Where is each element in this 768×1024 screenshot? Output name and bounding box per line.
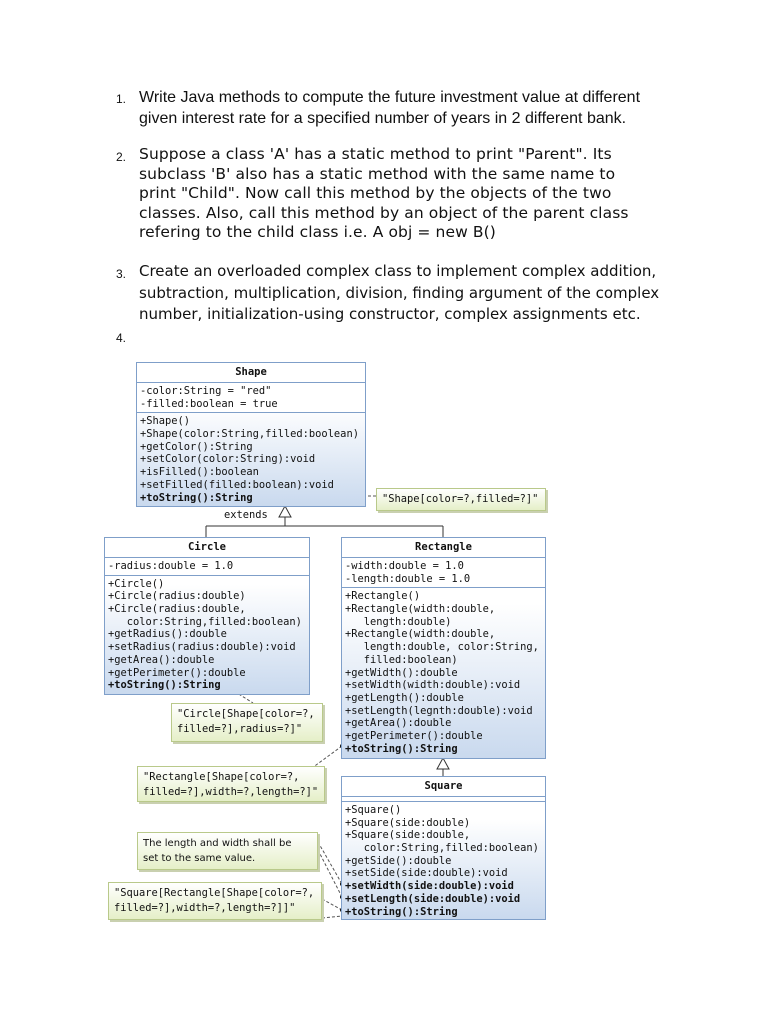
method: +Rectangle(width:double,	[345, 628, 496, 641]
method: filled:boolean)	[345, 653, 458, 666]
method: +setColor(color:String):void	[140, 453, 316, 466]
method: +toString():String	[345, 905, 458, 918]
method: +getPerimeter():double	[108, 666, 246, 679]
method: length:double)	[345, 615, 452, 628]
text-line: given interest rate for a specified number of years in 2 different bank.	[139, 110, 627, 127]
rectangle-class	[341, 537, 546, 759]
note-line: "Circle[Shape[color=?,	[177, 708, 315, 720]
method: +getPerimeter():double	[345, 729, 483, 742]
circle-class	[104, 537, 310, 695]
method: color:String,filled:boolean)	[345, 842, 539, 855]
shape-tostring-note	[376, 488, 546, 511]
attribute: -length:double = 1.0	[345, 572, 471, 585]
text-line: subtraction, multiplication, division, finding argument of the complex	[139, 283, 660, 302]
method: +setLength(side:double):void	[345, 892, 521, 905]
method: +setFilled(filled:boolean):void	[140, 478, 334, 491]
class-methods	[137, 413, 365, 506]
note-line: The length and width shall be	[143, 838, 292, 849]
square-tostring-note	[108, 882, 322, 920]
text-line: subclass 'B' also has a static method with the same name to	[139, 164, 616, 183]
class-title: Square	[342, 777, 545, 797]
extends-label: extends	[224, 509, 268, 521]
question-number: 3.	[116, 267, 127, 281]
question-number: 1.	[116, 92, 127, 106]
attribute: -filled:boolean = true	[140, 397, 278, 410]
method: +Circle()	[108, 577, 165, 590]
method: +setWidth(side:double):void	[345, 880, 514, 893]
class-attributes	[105, 558, 309, 576]
method: +getArea():double	[345, 717, 452, 730]
text-line: Suppose a class 'A' has a static method to print "Parent". Its	[139, 145, 612, 163]
method: +Circle(radius:double,	[108, 603, 246, 616]
class-methods	[342, 588, 545, 757]
note-line: "Shape[color=?,filled=?]"	[382, 493, 539, 505]
text-line: Write Java methods to compute the future investment value at different	[139, 89, 641, 106]
inheritance-arrow	[437, 758, 449, 769]
class-title: Shape	[137, 363, 365, 383]
method: +setLength(legnth:double):void	[345, 704, 533, 717]
method: +setWidth(width:double):void	[345, 679, 521, 692]
text-line: print "Child". Now call this method by the objects of the two	[139, 184, 612, 202]
method: +Square(side:double)	[345, 816, 471, 829]
rectangle-tostring-note	[137, 766, 325, 802]
method: +Shape()	[140, 415, 191, 428]
class-methods	[105, 576, 309, 694]
question-number: 4.	[116, 331, 127, 345]
text-line: Create an overloaded complex class to implement complex addition,	[139, 262, 657, 280]
method: color:String,filled:boolean)	[108, 615, 302, 628]
method: +toString():String	[140, 491, 253, 504]
method: +Shape(color:String,filled:boolean)	[140, 428, 359, 441]
shape-class	[136, 362, 366, 507]
note-line: set to the same value.	[143, 853, 256, 864]
note-line: "Square[Rectangle[Shape[color=?,	[114, 887, 315, 899]
text-line: classes. Also, call this method by an object of the parent class	[139, 203, 629, 222]
circle-tostring-note	[171, 703, 323, 742]
square-rule-note	[137, 832, 318, 870]
note-line: filled=?],radius=?]"	[177, 723, 303, 735]
method: +isFilled():boolean	[140, 466, 259, 479]
note-line: filled=?],width=?,length=?]]"	[114, 902, 296, 914]
class-attributes	[137, 383, 365, 413]
class-title: Circle	[105, 538, 309, 558]
method: length:double, color:String,	[345, 641, 539, 654]
method: +Rectangle(width:double,	[345, 603, 496, 616]
attribute: -color:String = "red"	[140, 385, 272, 397]
method: +setRadius(radius:double):void	[108, 641, 296, 654]
method: +getSide():double	[345, 854, 452, 867]
method: +setSide(side:double):void	[345, 867, 508, 880]
note-line: "Rectangle[Shape[color=?,	[143, 771, 300, 783]
question-number: 2.	[116, 150, 127, 164]
method: +getRadius():double	[108, 628, 227, 641]
text-line: number, initialization-using constructor, complex assignments etc.	[139, 305, 641, 323]
method: +getWidth():double	[345, 666, 458, 679]
method: +Square()	[345, 804, 402, 816]
class-title: Rectangle	[342, 538, 545, 558]
attribute: -radius:double = 1.0	[108, 560, 234, 572]
text-line: refering to the child class i.e. A obj = new B()	[139, 223, 496, 241]
inheritance-arrow	[279, 506, 291, 517]
class-attributes	[342, 558, 545, 588]
method: +Rectangle()	[345, 590, 421, 603]
class-methods	[342, 802, 545, 920]
note-line: filled=?],width=?,length=?]"	[143, 786, 319, 798]
method: +Square(side:double,	[345, 829, 471, 842]
method: +getLength():double	[345, 691, 464, 704]
method: +toString():String	[108, 679, 221, 692]
attribute: -width:double = 1.0	[345, 560, 464, 572]
method: +getArea():double	[108, 653, 215, 666]
method: +Circle(radius:double)	[108, 590, 246, 603]
method: +getColor():String	[140, 440, 253, 453]
method: +toString():String	[345, 742, 458, 755]
square-class	[341, 776, 546, 920]
